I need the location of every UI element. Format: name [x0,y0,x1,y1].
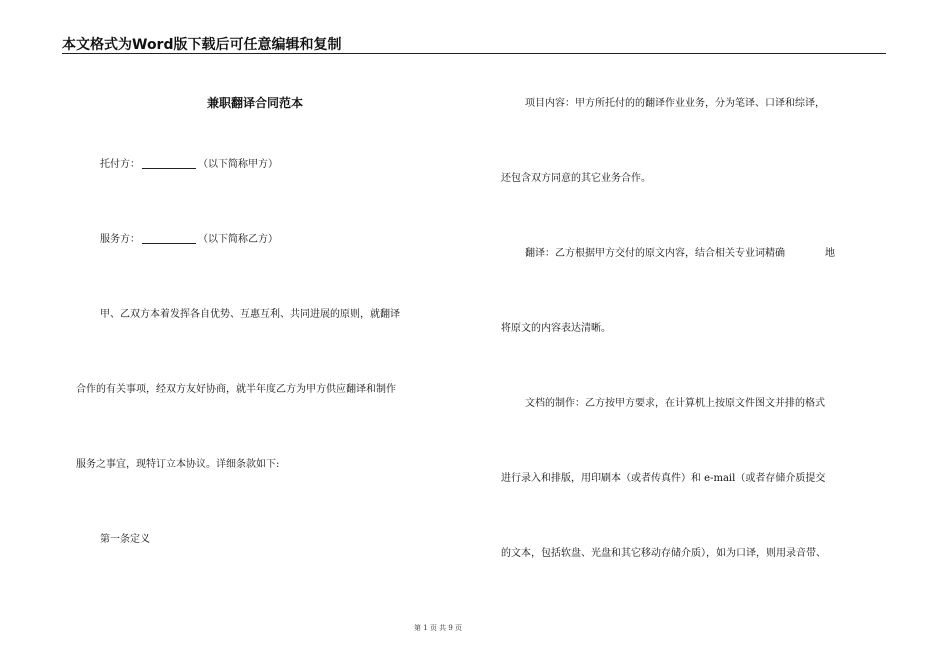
paragraph-1-line-3: 服务之事宜，现特订立本协议。详细条款如下: [76,459,280,470]
entrusting-party-blank [142,158,196,169]
translation-line-1-tail: 地 [825,248,835,259]
project-content-line-2: 还包含双方同意的其它业务合作。 [501,173,651,184]
entrusting-party-line [100,155,278,170]
article-1-heading: 第一条定义 [100,534,150,545]
translation-line-1-main: 翻译：乙方根据甲方交付的原文内容，结合相关专业词精确 [525,248,785,259]
service-party-blank [142,233,196,244]
document-production-line-1: 文档的制作：乙方按甲方要求，在计算机上按原文件图文并排的格式 [525,398,825,409]
document-production-line-2: 进行录入和排版，用印刷本（或者传真件）和 e-mail（或者存储介质提交 [501,473,826,484]
document-title: 兼职翻译合同范本 [207,96,304,110]
project-content-line-1: 项目内容：甲方所托付的的翻译作业业务，分为笔译、口译和综译， [525,98,825,109]
service-party-line [100,230,278,245]
paragraph-1-line-1: 甲、乙双方本着发挥各自优势、互惠互利、共同进展的原则，就翻译 [100,309,400,320]
document-production-line-3: 的文本，包括软盘、光盘和其它移动存储介质），如为口译，则用录音带、 [501,548,826,559]
page-number: 第 1 页 共 9 页 [414,624,463,632]
document-header: 本文格式为Word版下载后可任意编辑和复制 [62,37,342,53]
service-party-note: （以下简称乙方） [198,234,278,245]
service-party-label: 服务方： [100,234,140,245]
translation-line-1 [525,244,835,259]
entrusting-party-label: 托付方： [100,159,140,170]
entrusting-party-note: （以下简称甲方） [198,159,278,170]
header-divider [62,53,886,54]
paragraph-1-line-2: 合作的有关事项，经双方友好协商，就半年度乙方为甲方供应翻译和制作 [76,384,396,395]
translation-line-2: 将原文的内容表达清晰。 [501,323,611,334]
